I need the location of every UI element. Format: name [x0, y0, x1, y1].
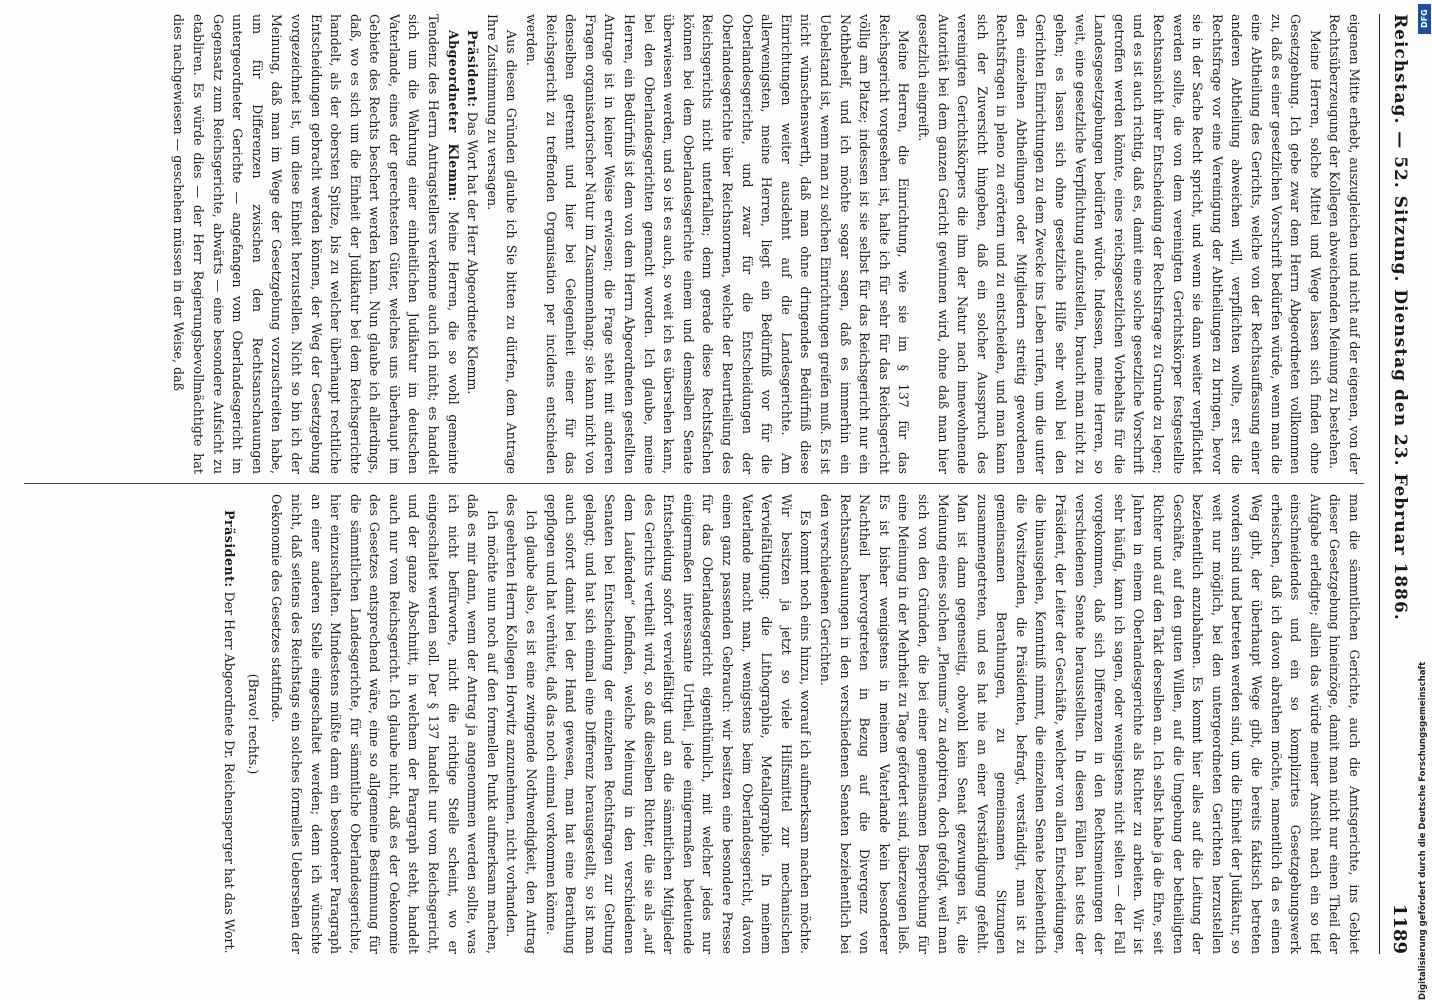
- right-column: [24, 494, 1364, 954]
- left-paragraph-1: eigenen Mitte erhebt, auszugleichen und nicht auf der eigenen, von der Rechtsüberzeugung der Kollegen abweichenden Meinung zu bestehen.: [1327, 14, 1362, 474]
- president-remark-2: [220, 494, 240, 954]
- page-number: 1189: [1389, 903, 1411, 954]
- president-remark-1: [463, 14, 483, 474]
- speaker-label-president-2: Präsident:: [222, 510, 238, 588]
- running-title: Reichstag. — 52. Sitzung. Dienstag den 23. Februar 1886.: [1390, 14, 1410, 621]
- left-column: [24, 14, 1364, 474]
- dfg-logo: DFG: [1418, 4, 1431, 34]
- column-divider: [24, 483, 1364, 484]
- speaker-label-klemm: Abgeordneter Klemm:: [445, 30, 461, 202]
- left-paragraph-3: Meine Herren, die Einrichtung, wie sie im § 137 für das Reichsgericht vorgesehen ist, halte ich für sehr für das Reichsgericht völlig am Platze; indessen ist sie selbst für das Reichsgericht nur ein Nothbehelf, und ich möchte sogar sagen, daß es immerhin ein Uebelstand ist, wenn man zu solchen Einrichtungen greifen muß. Es ist nicht wünschenswerth, daß man ohne dringendes Bedürfniß diese Einrichtungen weiter ausdehnt auf die Landesgerichte. Am allerwenigsten, meine Herren, liegt ein Bedürfniß vor für die Oberlandesgerichte, und zwar für die Entscheidungen der Oberlandesgerichte über Reichsnormen, welche der Beurtheilung des Reichsgerichts nicht unterfallen; denn gerade diese Rechtsfachen können bei dem Oberlandesgerichte einem und demselben Senate überwiesen werden, und so ist es auch, so weit ich es übersehen kann, bei den Oberlandesgerichten gemacht worden. Ich glaube, meine Herren, ein Bedürfniß ist dem von dem Herrn Abgeordneten gestellten Antrage ist in keiner Weise erwiesen; die Frage steht mit anderen Fragen organisatorischer Natur im Zusammenhang; sie kann nicht von denselben getrennt und hier bei Gelegenheit einer für das Reichsgericht zu treffenden Organisation per incidens entschieden werden.: [524, 14, 912, 474]
- right-paragraph-4: Ich möchte nun noch auf den formellen Punkt aufmerksam machen, daß es mir dann, wenn der Antrag ja angenommen werden sollte, was ich nicht befürworte, nicht die richtige Stelle scheint, wo er eingeschaltet werden soll. Der § 137 handelt nur vom Reichsgericht, und der ganze Abschnitt, in welchem der Paragraph steht, handelt auch nur vom Reichsgericht. Ich glaube nicht, daß es der Oekonomie des Gesetzes entsprechend wäre, eine so allgemeine Bestimmung für die sämmtlichen Landesgerichte, für sämmtliche Oberlandesgerichte, hier einzuschalten. Mindestens müßte dann ein besonderer Paragraph an einer anderen Stelle eingeschaltet werden; denn ich wünschte nicht, daß seitens des Reichstags ein solches formelles Uebersehen der Oekonomie des Gesetzes stattfinde.: [269, 494, 500, 954]
- right-paragraph-3: Ich glaube also, es ist eine zwingende Nothwendigkeit, den Antrag des geehrten Herrn Kollegen Horwitz anzunehmen, nicht vorhanden.: [504, 494, 540, 954]
- klemm-speech-text: Meine Herren, die so wohl gemeinte Tendenz des Herrn Antragstellers verkenne auch ich nicht; es handelt sich um die Wahrung einer einheitlichen Judikatur im deutschen Vaterlande, eines der gerechtesten Güter, welches uns überhaupt im Gebiete des Rechts beschert werden kann. Nun glaube ich allerdings, daß, wo es sich um die Einheit der Judikatur bei dem Reichsgerichte handelt, als der obersten Spitze, bis zu welcher überhaupt rechtliche Entscheidungen gebracht werden können, der Weg der Gesetzgebung vorgezeichnet ist, um diese Einheit herzustellen. Nicht so bin ich der Meinung, daß man im Wege der Gesetzgebung vorzuschreiten habe, um für Differenzen zwischen den Rechtsanschauungen untergeordneter Gerichte — angefangen vom Oberlandesgericht im Gegensatz zum Reichsgerichte, abwärts — eine besondere Aufsicht zu etabliren. Es würde dies — der Herr Regierungsbevollmächtigte hat dies nachgewiesen — geschehen müssen in der Weise, daß: [171, 14, 461, 474]
- left-paragraph-4: Aus diesen Gründen glaube ich Sie bitten zu dürfen, dem Antrage Ihre Zustimmung zu versagen.: [484, 14, 520, 474]
- speaker-label-president: Präsident:: [465, 30, 481, 108]
- applause-note: (Bravo! rechts.): [245, 673, 261, 775]
- digitization-attribution: Digitalisierung gefördert durch die Deutsche Forschungsgemeinschaft: [1418, 661, 1428, 1000]
- president-remark-2-text: Der Herr Abgeordnete Dr. Reichensperger hat das Wort.: [222, 591, 238, 954]
- page-header: [1379, 14, 1420, 954]
- president-remark-text: Das Wort hat der Herr Abgeordnete Klemm.: [465, 111, 481, 395]
- right-paragraph-2: Es kommt noch eins hinzu, worauf ich aufmerksam machen möchte. Wir besitzen ja jetzt so viele Hilfsmittel zur mechanischen Vervielfältigung: die Lithographie, Metallographie. In meinem Vaterlande macht man, wenigstens beim Oberlandesgericht, davon einen ganz passenden Gebrauch: wir besitzen eine besondere Presse für das Oberlandesgericht eigenthümlich, mit welcher jedes nur einigermaßen interessante Urtheil, jede einigermaßen bedeutende Entscheidung sofort vervielfältigt und an die sämmtlichen Mitglieder des Gerichts vertheilt wird, so daß dieselben Richter, die sie als „auf dem Laufenden“ befinden, welche Meinung in den verschiedenen Senaten bei Entscheidung der einzelnen Rechtsfragen zur Geltung gelangt; und hat sich einmal eine Differenz herausgestellt, so ist man auch sofort damit bei der Hand gewesen, man hat eine Berathung gepflogen und hat verhütet, daß das noch einmal vorkommen könne.: [543, 494, 814, 954]
- klemm-speech: [169, 14, 463, 474]
- right-paragraph-1: man die sämmtlichen Gerichte, auch die Amtsgerichte, ins Gebiet dieser Gesetzgebung hineinzöge, damit man nicht nur einen Theil der Aufgabe erledigte; allein das würde meiner Ansicht nach ein so tief einschneidendes und ein so komplizirtes Gesetzgebungswerk erheischen, daß ich davon abrathen möchte, namentlich da es einen Weg gibt, der überhaupt Wege gibt, die bereits faktisch betreten worden sind und betreten werden sind, um die Einheit der Judikatur, so weit nur möglich, bei den untergeordneten Gerichten herzustellen beziehentlich anzubahnen. Es kommt hier alles auf die Leitung der Geschäfte, auf den guten Willen, auf die Umgebung der betheiligten Richter und auf den Takt derselben an. Ich selbst habe ja die Ehre, seit Jahren in einem Oberlandesgerichte als Richter zu arbeiten. Wir ist sehr häufig, kann ich sagen, oder wenigstens nicht selten — der Fall vorgekommen, daß sich Differenzen in den Rechtsmeinungen der verschiedenen Senate herausstellten. In diesen Fällen hat stets der Präsident, der Leiter der Geschäfte, welcher von allen Entscheidungen, die hinausgehen, Kenntniß nimmt, die einzelnen Senate beziehentlich die Vorsitzenden, die Präsidenten, befragt, verständigt, man ist zu gemeinsamen Berathungen, zu gemeinsamen Sitzungen zusammengetreten, und es hat nie an einer Verständigung gefehlt. Man ist dann gegenseitig, obwohl kein Senat gezwungen ist, die Meinung eines solchen „Plenums“ zu adoptiren, doch gefolgt, weil man sich von den Gründen, die bei einer gemeinsamen Besprechung für eine Meinung in der Mehrheit zu Tage gefördert sind, überzeugen ließ. Es ist bisher wenigstens in meinem Vaterlande kein besonderer Nachtheil hervorgetreten in Bezug auf die Divergenz von Rechtsanschauungen in den verschiedenen Senaten beziehentlich bei den verschiedenen Gerichten.: [817, 494, 1362, 954]
- left-paragraph-2: Meine Herren, solche Mittel und Wege lassen sich finden ohne Gesetzgebung. Ich gebe zwar dem Herrn Abgeordneten vollkommen zu, daß es einer gesetzlichen Vorschrift bedürfen würde, wenn man die eine Abtheilung des Gerichts, welche von der Rechtsauffassung einer anderen Abtheilung abweichen will, verpflichten wollte, erst die Rechtsfrage vor eine Vereinigung der Abtheilungen zu bringen, bevor sie in der Sache Recht spricht, und wenn sie dann weiter verpflichtet werden sollte, die von dem vereinigten Gerichtskörper festgestellte Rechtsansicht ihrer Entscheidung der Rechtsfrage zu Grunde zu legen; und es ist auch richtig, daß es, damit eine solche gesetzliche Vorschrift getroffen werden könnte, eines reichsgesetzlichen Vorbehalts für die Landesgesetzgebungen bedürfen würde. Indessen, meine Herren, so weit, eine gesetzliche Verpflichtung aufzustellen, braucht man nicht zu gehen; es lassen sich ohne gesetzliche Hilfe sehr wohl bei den Gerichten Einrichtungen zu dem Zwecke ins Leben rufen, um die unter den einzelnen Abtheilungen oder Mitgliedern streitig gewordenen Rechtsfragen in pleno zu erörtern und zu entscheiden, und man kann sich der Zuversicht hingeben, daß ein solcher Ausspruch des vereinigten Gerichtskörpers die ihm der Natur nach innewohnende Autorität bei dem ganzen Gericht gewinnen wird, ohne daß man hier gesetzlich eingreift.: [915, 14, 1323, 474]
